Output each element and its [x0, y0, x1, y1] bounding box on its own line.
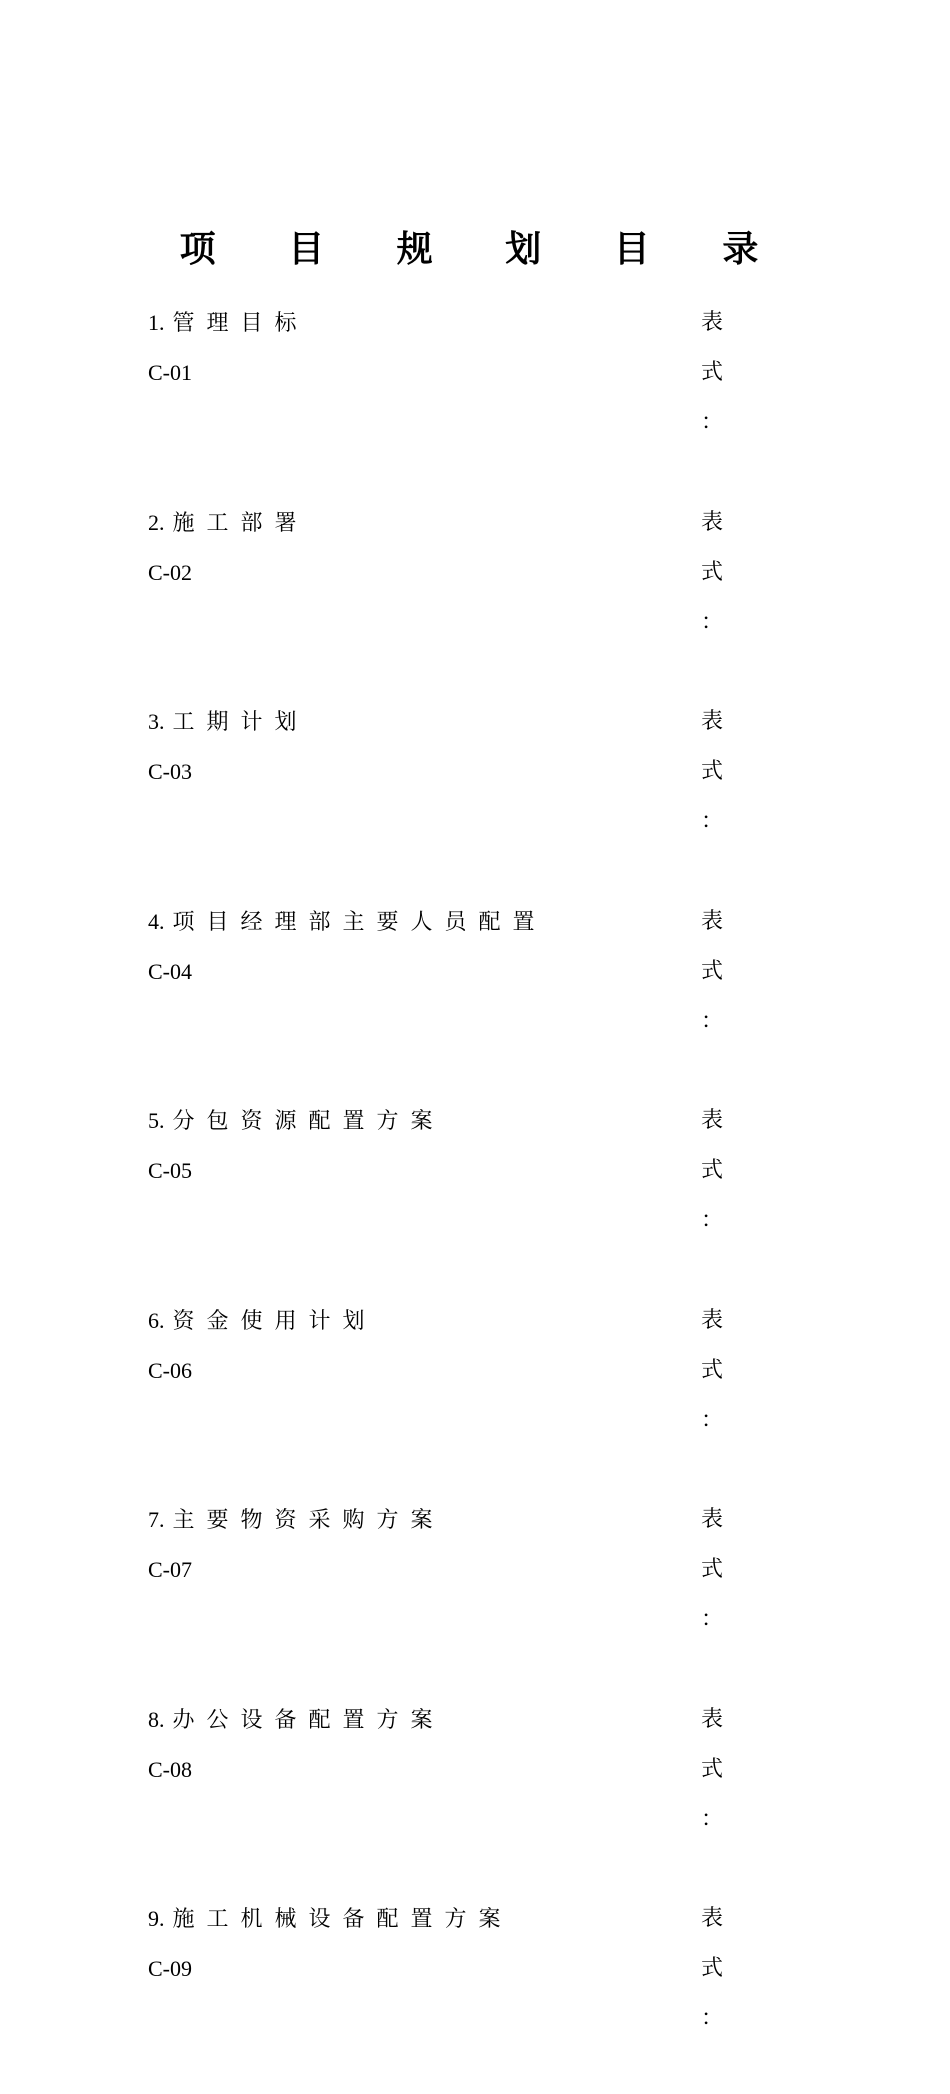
toc-entry-form-label: 表 式 ：	[701, 1706, 737, 1832]
toc-entry-title: 资金使用计划	[172, 1308, 377, 1334]
toc-entry-number: 6.	[148, 1307, 165, 1333]
toc-entry-title: 办公设备配置方案	[172, 1707, 445, 1733]
toc-entry-number: 4.	[148, 908, 165, 934]
toc-entry-number: 8.	[148, 1706, 165, 1732]
toc-entry-code: C-08	[148, 1756, 192, 1782]
toc-entry	[148, 1695, 788, 1895]
toc-entry	[148, 1894, 788, 2094]
toc-entry-title: 管理目标	[172, 311, 309, 336]
toc-entry-title: 工期计划	[172, 710, 309, 735]
toc-entry-code: C-04	[148, 958, 192, 984]
toc-entry-code: C-07	[148, 1557, 192, 1582]
toc-entry-form-label: 表 式 ：	[701, 908, 737, 1034]
toc-entry-code: C-02	[148, 559, 192, 585]
toc-entry	[148, 1096, 788, 1296]
toc-entry-number: 9.	[148, 1906, 165, 1931]
toc-entry-title: 施工机械设备配置方案	[172, 1907, 513, 1932]
toc-entry-form-label: 表 式 ：	[701, 1906, 737, 2031]
toc-entry	[148, 298, 788, 498]
toc-entry-number: 3.	[148, 709, 165, 734]
toc-entry-form-label: 表 式 ：	[701, 709, 737, 834]
toc-entry-number: 5.	[148, 1108, 165, 1133]
toc-entry-form-label: 表 式 ：	[701, 1507, 737, 1632]
toc-entry-title: 分包资源配置方案	[172, 1109, 445, 1134]
toc-entry-code: C-03	[148, 759, 192, 784]
toc-entry-code: C-09	[148, 1956, 192, 1981]
toc-entry-form-label: 表 式 ：	[701, 310, 737, 435]
toc-entry-number: 7.	[148, 1507, 165, 1532]
toc-entry-form-label: 表 式 ：	[701, 1108, 737, 1233]
toc-entry-form-label: 表 式 ：	[701, 1307, 737, 1433]
toc-entry	[148, 1495, 788, 1695]
toc-entry-title: 施工部署	[172, 510, 309, 536]
toc-entry	[148, 897, 788, 1097]
table-of-contents	[148, 298, 788, 2094]
toc-entry-form-label: 表 式 ：	[701, 509, 737, 635]
toc-entry-number: 2.	[148, 509, 165, 535]
toc-entry-title: 主要物资采购方案	[172, 1508, 445, 1533]
toc-entry	[148, 1296, 788, 1496]
toc-entry	[148, 498, 788, 698]
toc-entry	[148, 697, 788, 897]
toc-entry-number: 1.	[148, 310, 165, 335]
toc-entry-title: 项目经理部主要人员配置	[172, 909, 547, 935]
toc-entry-code: C-01	[148, 360, 192, 385]
page-title: 项 目 规 划 目 录	[179, 228, 789, 270]
toc-entry-code: C-05	[148, 1158, 192, 1183]
toc-entry-code: C-06	[148, 1357, 192, 1383]
